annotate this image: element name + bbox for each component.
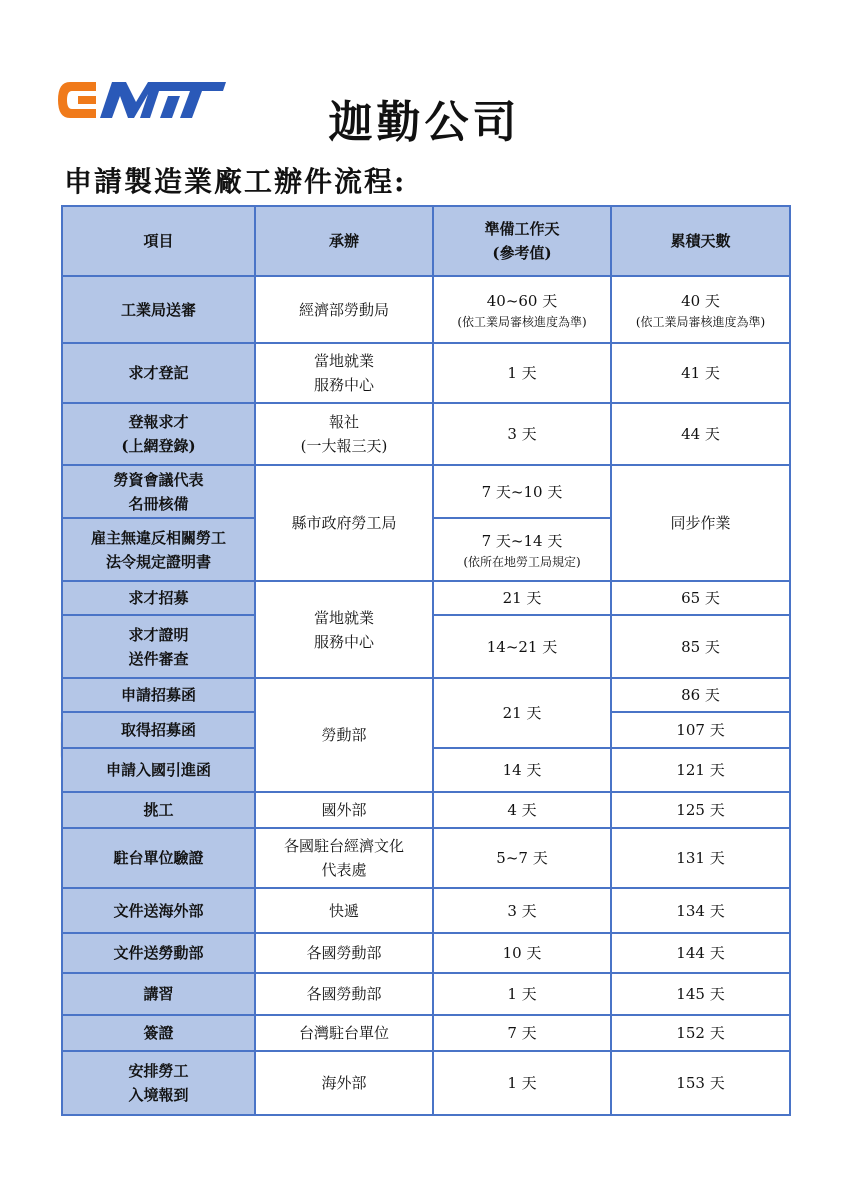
company-name: 迦勤公司 — [328, 97, 521, 148]
item-cell: 取得招募函 — [62, 712, 255, 748]
agency-cell — [255, 581, 433, 678]
item-cell — [62, 615, 255, 678]
total-cell: 144 天 — [611, 933, 790, 973]
agency-cell: 經濟部勞動局 — [255, 276, 433, 343]
prep-cell: 1 天 — [433, 1051, 611, 1115]
table-row — [62, 678, 790, 712]
item-line1: 求才證明 — [128, 625, 189, 644]
prep-note: (依所在地勞工局規定) — [463, 554, 581, 569]
item-cell: 申請入國引進函 — [62, 748, 255, 792]
agency-cell: 國外部 — [255, 792, 433, 828]
prep-cell: 3 天 — [433, 403, 611, 465]
item-line2: 送件審查 — [128, 649, 189, 668]
item-line2: 名冊核備 — [128, 494, 189, 513]
item-line2: 入境報到 — [128, 1086, 189, 1104]
prep-cell: 1 天 — [433, 343, 611, 403]
agency-cell: 台灣駐台單位 — [255, 1015, 433, 1051]
item-cell: 挑工 — [62, 792, 255, 828]
agency-cell: 縣市政府勞工局 — [255, 465, 433, 581]
total-cell: 65 天 — [611, 581, 790, 615]
table-row — [62, 465, 790, 518]
header-agency: 承辦 — [255, 206, 433, 276]
prep-cell: 1 天 — [433, 973, 611, 1015]
agency-line2: 服務中心 — [313, 376, 374, 394]
agency-line1: 各國駐台經濟文化 — [283, 837, 404, 855]
header-prep-days — [433, 206, 611, 276]
total-cell: 125 天 — [611, 792, 790, 828]
agency-cell — [255, 403, 433, 465]
agency-line1: 報社 — [328, 413, 359, 431]
total-cell: 107 天 — [611, 712, 790, 748]
item-line1: 安排勞工 — [128, 1062, 189, 1080]
prep-cell: 3 天 — [433, 888, 611, 933]
table-row — [62, 933, 790, 973]
total-cell: 152 天 — [611, 1015, 790, 1051]
prep-cell — [433, 518, 611, 581]
prep-cell: 21 天 — [433, 581, 611, 615]
table-row — [62, 581, 790, 615]
table-row — [62, 828, 790, 888]
prep-cell: 4 天 — [433, 792, 611, 828]
item-line1: 勞資會議代表 — [113, 470, 204, 489]
table-row — [62, 792, 790, 828]
prep-cell: 10 天 — [433, 933, 611, 973]
agency-line1: 當地就業 — [313, 352, 374, 370]
agency-cell: 快遞 — [255, 888, 433, 933]
agency-line2: 服務中心 — [313, 632, 374, 651]
total-cell: 145 天 — [611, 973, 790, 1015]
agency-cell: 海外部 — [255, 1051, 433, 1115]
item-line2: (上網登錄) — [121, 437, 196, 455]
total-cell: 44 天 — [611, 403, 790, 465]
item-cell — [62, 403, 255, 465]
item-cell: 工業局送審 — [62, 276, 255, 343]
item-cell: 求才招募 — [62, 581, 255, 615]
agency-line2: 代表處 — [321, 861, 367, 879]
total-cell — [611, 276, 790, 343]
item-cell: 駐台單位驗證 — [62, 828, 255, 888]
item-cell: 申請招募函 — [62, 678, 255, 712]
prep-cell — [433, 276, 611, 343]
item-cell — [62, 465, 255, 518]
total-cell: 86 天 — [611, 678, 790, 712]
item-cell: 文件送勞動部 — [62, 933, 255, 973]
total-value: 40 天 — [681, 291, 720, 310]
prep-cell: 14 天 — [433, 748, 611, 792]
table-row — [62, 1015, 790, 1051]
prep-cell: 21 天 — [433, 678, 611, 748]
item-line1: 登報求才 — [128, 413, 189, 431]
agency-cell: 各國勞動部 — [255, 933, 433, 973]
process-table — [61, 205, 791, 1116]
prep-cell: 14~21 天 — [433, 615, 611, 678]
prep-cell: 7 天 — [433, 1015, 611, 1051]
prep-value: 40~60 天 — [486, 291, 558, 310]
total-cell: 131 天 — [611, 828, 790, 888]
prep-value: 7 天~14 天 — [481, 531, 563, 550]
table-row — [62, 276, 790, 343]
prep-note: (依工業局審核進度為準) — [457, 314, 587, 329]
agency-cell — [255, 343, 433, 403]
item-cell: 求才登記 — [62, 343, 255, 403]
table-row — [62, 888, 790, 933]
agency-cell: 各國勞動部 — [255, 973, 433, 1015]
total-note: (依工業局審核進度為準) — [635, 314, 766, 329]
total-cell: 134 天 — [611, 888, 790, 933]
page-title: 申請製造業廠工辦件流程: — [64, 165, 407, 198]
table-row — [62, 403, 790, 465]
agency-cell — [255, 828, 433, 888]
total-cell: 41 天 — [611, 343, 790, 403]
total-cell: 同步作業 — [611, 465, 790, 581]
table-row — [62, 343, 790, 403]
item-cell: 簽證 — [62, 1015, 255, 1051]
table-header-row — [62, 206, 790, 276]
table-row — [62, 1051, 790, 1115]
agency-line2: (一大報三天) — [300, 437, 388, 455]
total-cell: 153 天 — [611, 1051, 790, 1115]
prep-cell: 5~7 天 — [433, 828, 611, 888]
item-cell — [62, 1051, 255, 1115]
header-prep-line1: 準備工作天 — [484, 220, 560, 238]
item-line2: 法令規定證明書 — [105, 552, 211, 571]
total-cell: 85 天 — [611, 615, 790, 678]
item-cell: 文件送海外部 — [62, 888, 255, 933]
item-cell — [62, 518, 255, 581]
table-row — [62, 973, 790, 1015]
total-cell: 121 天 — [611, 748, 790, 792]
agency-line1: 當地就業 — [313, 608, 374, 627]
item-cell: 講習 — [62, 973, 255, 1015]
item-line1: 雇主無違反相關勞工 — [90, 528, 226, 547]
header-total-days: 累積天數 — [611, 206, 790, 276]
header-item: 項目 — [62, 206, 255, 276]
header-prep-line2: (參考值) — [492, 244, 552, 262]
prep-cell: 7 天~10 天 — [433, 465, 611, 518]
agency-cell: 勞動部 — [255, 678, 433, 792]
